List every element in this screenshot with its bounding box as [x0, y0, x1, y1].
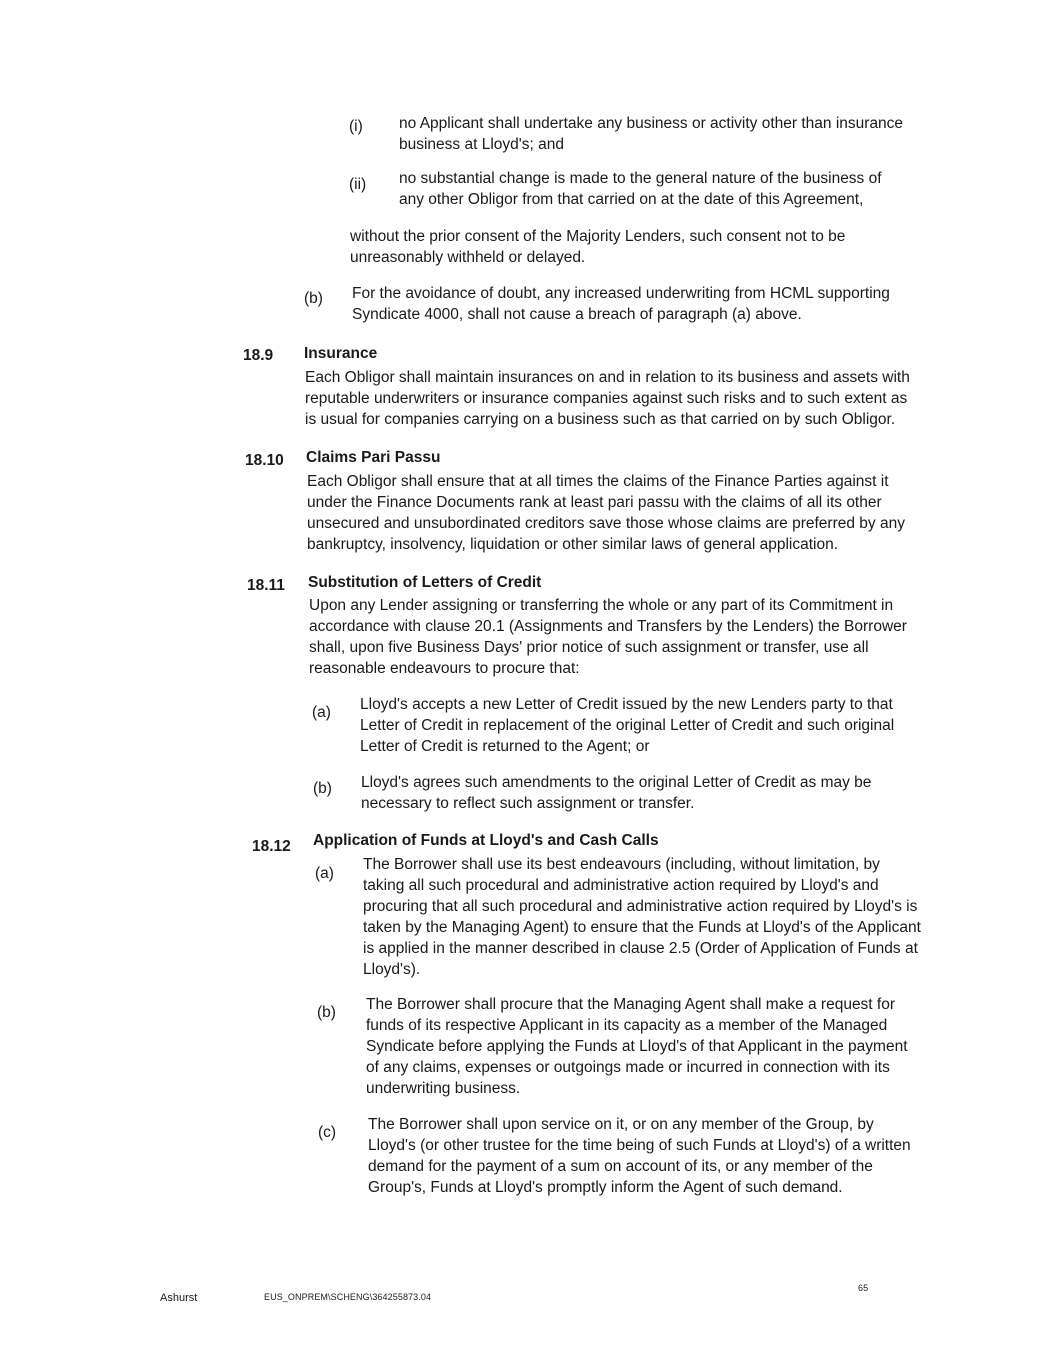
paragraph-item-c: The Borrower shall upon service on it, or on any member of the Group, by Lloyd's (or other trustee for the time being of such Funds at Lloyd's) of a written demand for the payment of a sum on account of its, or any member of the Group's, Funds at Lloyd's promptly inform the Agent of such demand. — [368, 1116, 911, 1196]
paragraph-item-a: Lloyd's accepts a new Letter of Credit issued by the new Lenders party to that Letter of Credit in replacement of the original Letter of Credit and such original Letter of Credit is returned to the Agent; or — [360, 696, 895, 755]
section-heading-claims-pari-passu: Claims Pari Passu — [306, 449, 441, 466]
section-number: 18.12 — [252, 838, 291, 855]
section-number: 18.11 — [247, 577, 285, 594]
paragraph-item-b: The Borrower shall procure that the Managing Agent shall make a request for funds of its respective Applicant in its capacity as a member of the Managed Syndicate before applying the Funds at Lloyd's of that Applicant in the payment of any claims, expenses or outgoings made or incurred in connection with its underwriting business. — [366, 996, 908, 1097]
item-label: (ii) — [349, 176, 367, 193]
paragraph-closing: without the prior consent of the Majority Lenders, such consent not to be unreasonably withheld or delayed. — [350, 228, 846, 266]
section-body-substitution: Upon any Lender assigning or transferring the whole or any part of its Commitment in accordance with clause 20.1 (Assignments and Transfers by the Lenders) the Borrower shall, upon five Business Days' prior notice of such assignment or transfer, use all reasonable endeavours to procure that: — [309, 597, 907, 677]
paragraph-item-a: The Borrower shall use its best endeavours (including, without limitation, by taking all such procedural and administrative action required by Lloyd's and procuring that all such procedural and administrative action required by Lloyd's is taken by the Managing Agent) to ensure that the Funds at Lloyd's of the Applicant is applied in the manner described in clause 2.5 (Order of Application of Funds at Lloyd's). — [363, 856, 921, 978]
item-label: (a) — [315, 865, 334, 882]
paragraph-item-ii: no substantial change is made to the general nature of the business of any other Obligor from that carried on at the date of this Agreement, — [399, 170, 882, 208]
section-number: 18.10 — [245, 452, 284, 469]
paragraph-item-b: For the avoidance of doubt, any increased underwriting from HCML supporting Syndicate 4000, shall not cause a breach of paragraph (a) above. — [352, 285, 890, 323]
footer-document-reference: EUS_ONPREM\SCHENG\364255873.04 — [264, 1292, 432, 1302]
section-heading-substitution: Substitution of Letters of Credit — [308, 574, 542, 591]
item-label: (a) — [312, 704, 331, 721]
section-number: 18.9 — [243, 347, 274, 364]
item-label: (b) — [313, 780, 332, 797]
section-body-insurance: Each Obligor shall maintain insurances on and in relation to its business and assets with reputable underwriters or insurance companies against such risks and to such extent as is usual for companies carrying on a business such as that carried on by such Obligor. — [305, 369, 910, 428]
section-body-claims-pari-passu: Each Obligor shall ensure that at all times the claims of the Finance Parties against it under the Finance Documents rank at least pari passu with the claims of all its other unsecured and unsubordinated creditors save those whose claims are preferred by any bankruptcy, insolvency, liquidation or other similar laws of general application. — [307, 473, 905, 553]
paragraph-item-b: Lloyd's agrees such amendments to the original Letter of Credit as may be necessary to reflect such assignment or transfer. — [361, 774, 872, 812]
item-label: (b) — [317, 1004, 336, 1021]
footer-firm-name: Ashurst — [160, 1292, 198, 1304]
footer-page-number: 65 — [858, 1283, 869, 1293]
section-heading-application-of-funds: Application of Funds at Lloyd's and Cash Calls — [313, 832, 659, 849]
item-label: (c) — [318, 1124, 337, 1141]
paragraph-item-i: no Applicant shall undertake any business or activity other than insurance business at Lloyd's; and — [399, 115, 904, 153]
item-label: (i) — [349, 118, 363, 135]
item-label: (b) — [304, 290, 323, 307]
section-heading-insurance: Insurance — [304, 345, 378, 362]
